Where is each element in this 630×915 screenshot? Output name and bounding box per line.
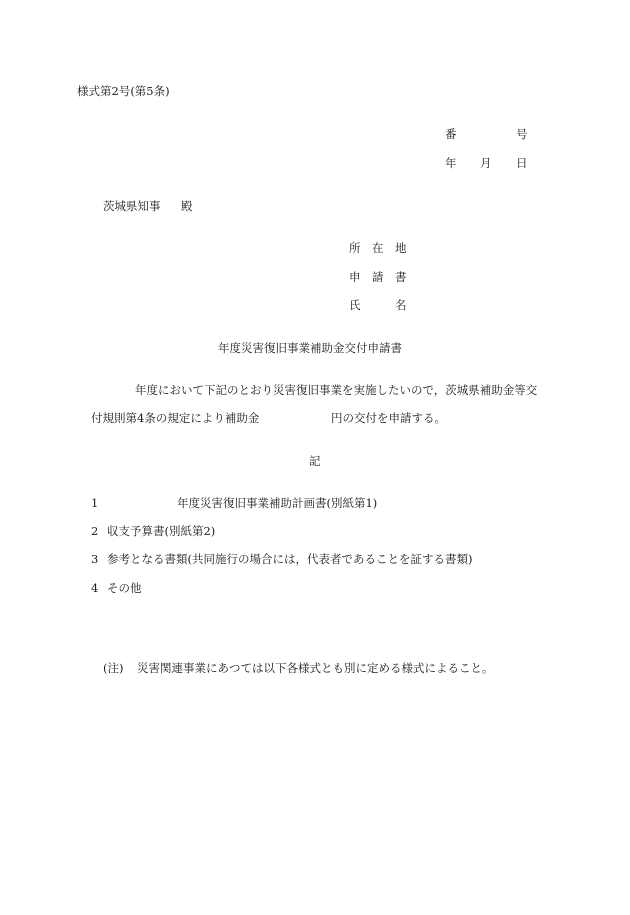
note-text: 災害関連事業にあつては以下各様式とも別に定める様式によること。 — [137, 661, 494, 675]
ki-heading: 記 — [309, 454, 321, 468]
body-line-2a: 付規則第4条の規定により補助金 — [91, 411, 260, 425]
applicant-address-label: 所 在 地 — [349, 241, 407, 255]
item-3-text: 参考となる書類(共同施行の場合には，代表者であることを証する書類) — [107, 552, 473, 566]
form-id: 様式第2号(第5条) — [77, 84, 170, 98]
item-2-number: 2 — [91, 524, 99, 538]
item-4-number: 4 — [91, 581, 99, 595]
addressee-name: 茨城県知事 — [103, 199, 161, 213]
date-day-label: 日 — [516, 156, 528, 170]
date-year-label: 年 — [445, 156, 457, 170]
date-month-label: 月 — [480, 156, 492, 170]
applicant-name-label: 氏 名 — [349, 298, 407, 312]
body-line-2b: 円の交付を申請する。 — [331, 411, 446, 425]
number-label-ban: 番 — [445, 127, 457, 141]
document-title: 年度災害復旧事業補助金交付申請書 — [218, 341, 402, 355]
item-1-number: 1 — [91, 496, 99, 510]
number-label-go: 号 — [516, 127, 528, 141]
note-label: (注) — [103, 661, 124, 675]
applicant-applicant-label: 申 請 書 — [349, 270, 407, 284]
item-3-number: 3 — [91, 552, 99, 566]
item-4-text: その他 — [107, 581, 142, 595]
item-1-text: 年度災害復旧事業補助計画書(別紙第1) — [177, 496, 378, 510]
body-line-1: 年度において下記のとおり災害復旧事業を実施したいので，茨城県補助金等交 — [135, 383, 538, 397]
addressee-honorific: 殿 — [181, 199, 193, 213]
item-2-text: 収支予算書(別紙第2) — [107, 524, 216, 538]
